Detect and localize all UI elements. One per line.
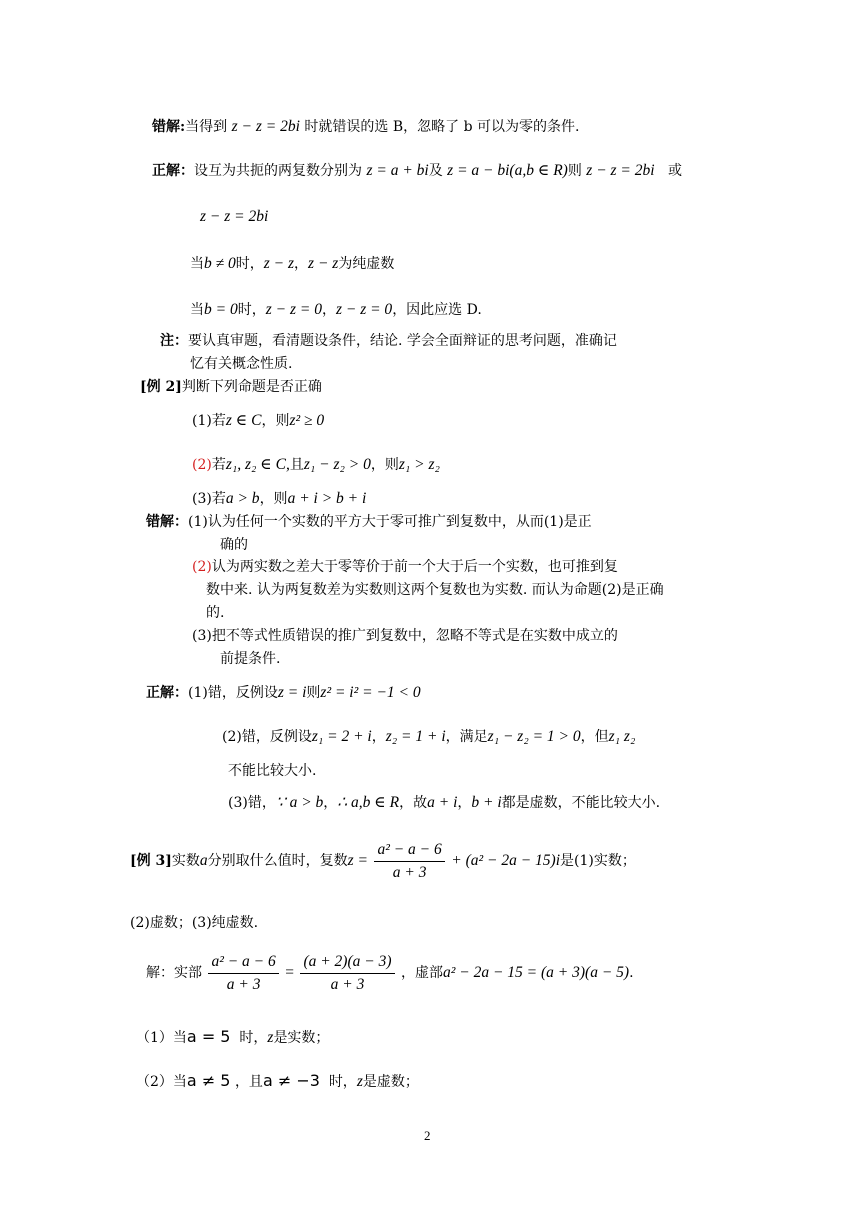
fraction: $\frac{\text{a² − a − 6}}{a + 3}$ xyxy=(374,839,444,884)
example-label: [例 2] xyxy=(140,379,182,395)
label: 正解： xyxy=(146,685,188,701)
error-solution-2-line2: 确的 xyxy=(220,537,248,553)
error-solution-2-line1: 错解：(1)认为任何一个实数的平方大于零可推广到复数中，从而(1)是正 xyxy=(146,514,592,530)
proposition-1: (1)若z ∈ C，则z² ≥ 0 xyxy=(192,412,325,429)
error-solution-1: 错解:当得到 z − z = 2bi 时就错误的选 B，忽略了 b 可以为零的条件. xyxy=(152,118,580,135)
correct-solution-1-line3: 当b ≠ 0时，z − z，z − z为纯虚数 xyxy=(190,255,395,272)
correct-solution-2-line2: (2)错，反例设z₁ = 2 + i，z₂ = 1 + i，满足z₁ − z₂ = 1 > 0，但z₁ z₂ xyxy=(222,728,636,745)
correct-solution-1-line4: 当b = 0时，z − z = 0，z − z = 0，因此应选 D. xyxy=(190,301,482,318)
example-3-solution: 解：实部 $\frac{\text{a² − a − 6}}{a + 3}$ = $\frac{(a + 2)(a - 3)}{a + 3}$ ，虚部a² − 2a − 15 = (a + 3)(a − 5). xyxy=(146,950,634,996)
correct-solution-1-line2: z − z = 2bi xyxy=(200,208,269,225)
correct-solution-2-line3: 不能比较大小. xyxy=(228,763,317,779)
example-3-case-2: （2）当a ≠ 5 ，且a ≠ −3 时，z是虚数； xyxy=(136,1071,419,1090)
error-solution-2-line7: 前提条件. xyxy=(220,651,281,667)
correct-solution-2-line4: (3)错，∵ a > b，∴ a,b ∈ R，故a + i，b + i都是虚数，不能比较大小. xyxy=(228,794,661,811)
correct-solution-2-line1: 正解：(1)错，反例设z = i则z² = i² = −1 < 0 xyxy=(146,684,421,701)
proposition-2: (2)若z₁, z₂ ∈ C,且z₁ − z₂ > 0，则z₁ > z₂ xyxy=(192,456,440,473)
fraction: $\frac{\text{a² − a − 6}}{a + 3}$ xyxy=(208,951,278,996)
note-line1: 注：要认真审题，看清题设条件，结论. 学会全面辩证的思考问题，准确记 xyxy=(160,333,617,349)
label: 正解： xyxy=(152,163,194,179)
page-number: 2 xyxy=(424,1128,431,1143)
example-label: [例 3] xyxy=(130,853,172,869)
error-solution-2-line6: (3)把不等式性质错误的推广到复数中，忽略不等式是在实数中成立的 xyxy=(192,628,618,644)
error-solution-2-line5: 的. xyxy=(206,605,225,621)
note-line2: 忆有关概念性质. xyxy=(190,356,293,372)
example-3-case-1: （1）当a = 5 时，z是实数； xyxy=(136,1027,330,1046)
math: z − z = 2bi xyxy=(231,118,300,135)
error-solution-2-line4: 数中来. 认为两复数差为实数则这两个复数也为实数. 而认为命题(2)是正确 xyxy=(206,582,664,598)
example-3-line1: [例 3]实数a分别取什么值时，复数z = $\frac{\text{a² − a − 6}}{a + 3}$ + (a² − 2a − 15)i是(1)实数； xyxy=(130,838,636,884)
example-3-line2: (2)虚数；(3)纯虚数. xyxy=(130,915,259,931)
error-solution-2-line3: (2)认为两实数之差大于零等价于前一个大于后一个实数，也可推到复 xyxy=(192,559,618,575)
label: 错解： xyxy=(146,514,188,530)
fraction: $\frac{(a + 2)(a - 3)}{a + 3}$ xyxy=(300,951,394,996)
example-2-heading: [例 2]判断下列命题是否正确 xyxy=(140,379,322,395)
label: 错解: xyxy=(152,119,186,135)
note-label: 注： xyxy=(160,333,188,349)
correct-solution-1-line1: 正解：设互为共扼的两复数分别为 z = a + bi及 z = a − bi(a,b ∈ R)则 z − z = 2bi 或 xyxy=(152,162,682,179)
proposition-3: (3)若a > b，则a + i > b + i xyxy=(192,490,367,507)
